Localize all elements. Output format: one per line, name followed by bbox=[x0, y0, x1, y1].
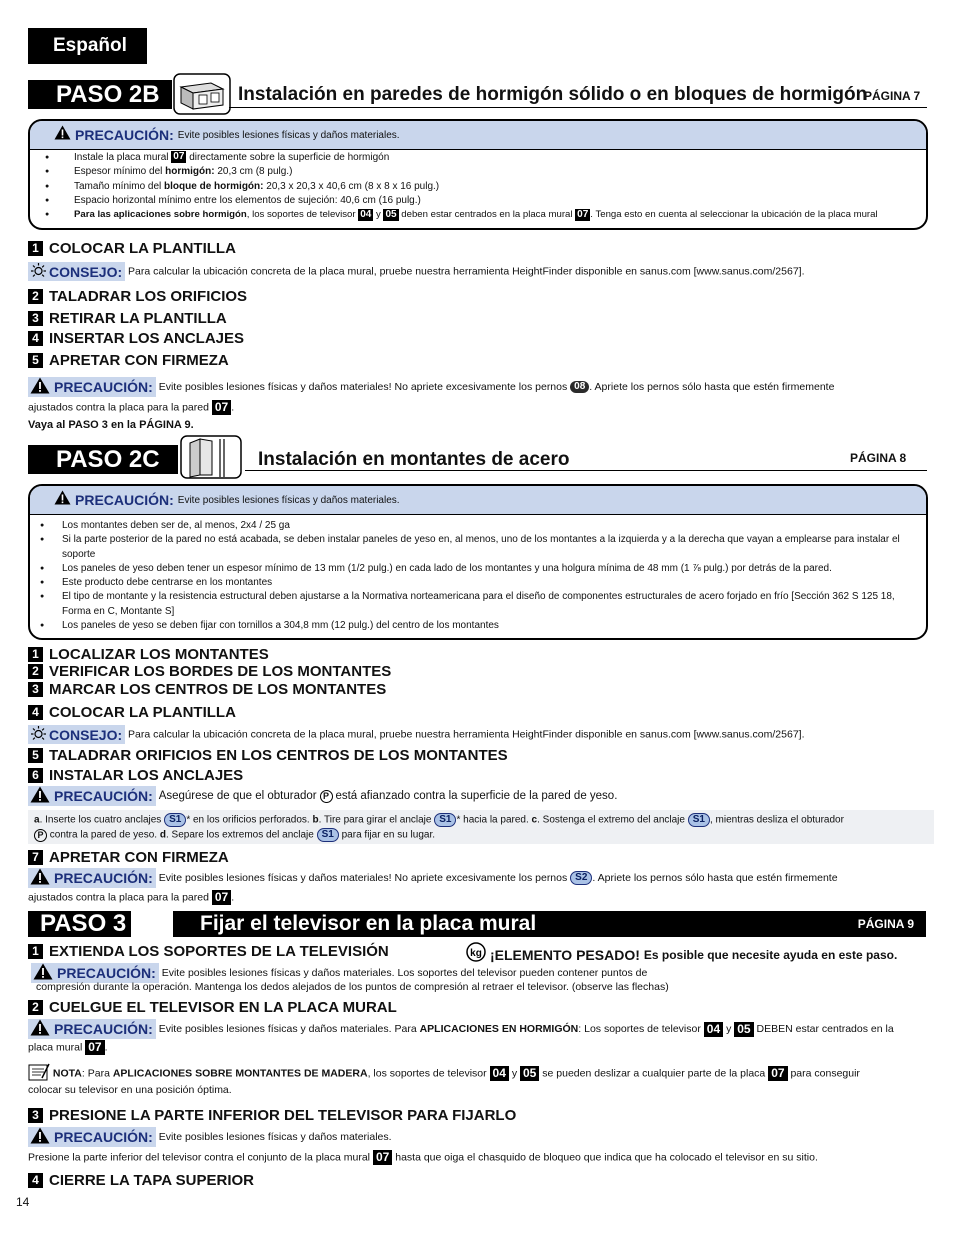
steel-stud-icon bbox=[180, 435, 242, 484]
caution-label: PRECAUCIÓN: bbox=[31, 963, 159, 983]
part-tag-05: 05 bbox=[734, 1022, 753, 1037]
list-item: ● Este producto debe centrarse en los montantes bbox=[30, 576, 916, 590]
caution-text-cont: placa mural 07 . bbox=[28, 1040, 108, 1054]
caution-text-cont: compresión durante la operación. Mantenga los dedos alejados de los puntos de compresión al retraer el televisor. (observe las flechas) bbox=[36, 981, 669, 993]
tip-label: CONSEJO: bbox=[28, 262, 125, 281]
caution-row: PRECAUCIÓN: Evite posibles lesiones físicas y daños materiales! No apriete excesivamente los pernos 08 . Apriete los pernos sólo hasta que estén firmemente bbox=[28, 377, 834, 397]
caution-row: PRECAUCIÓN: Evite posibles lesiones físicas y daños materiales. bbox=[28, 1127, 392, 1147]
step-2b-substep-5: 5 APRETAR CON FIRMEZA bbox=[28, 352, 229, 369]
part-tag-p: P bbox=[320, 790, 333, 803]
note-text-cont: colocar su televisor en una posición óptima. bbox=[28, 1084, 232, 1096]
part-tag-07: 07 bbox=[85, 1040, 104, 1055]
part-tag-s1: S1 bbox=[164, 813, 186, 827]
step-2b-substep-1: 1 COLOCAR LA PLANTILLA bbox=[28, 240, 236, 257]
warning-triangle-icon bbox=[54, 125, 71, 145]
list-item: ● Espacio horizontal mínimo entre los elementos de sujeción: 40,6 cm (16 pulg.) bbox=[30, 194, 926, 208]
step-2c-title: Instalación en montantes de acero bbox=[258, 449, 570, 470]
list-item: ● Instale la placa mural 07 directamente sobre la superficie de hormigón bbox=[30, 151, 926, 165]
part-tag-05: 05 bbox=[385, 208, 397, 220]
step-2c-page-ref: PÁGINA 8 bbox=[850, 451, 907, 465]
part-tag-07: 07 bbox=[212, 890, 231, 905]
anchor-note-line-2: P contra la pared de yeso. d. Separe los extremos del anclaje S1 para fijar en su lugar. bbox=[34, 828, 435, 842]
step-3-substep-3-text: Presione la parte inferior del televisor contra el conjunto de la placa mural 07 hasta que oiga el chasquido de bloqueo que indica que ha colocado el televisor en su sitio. bbox=[28, 1150, 818, 1164]
warning-triangle-icon bbox=[30, 1127, 50, 1147]
anchor-note-box bbox=[28, 810, 934, 844]
warning-triangle-icon bbox=[30, 377, 50, 397]
step-2c-substep-7: 7 APRETAR CON FIRMEZA bbox=[28, 849, 229, 866]
step-3-title-bar bbox=[173, 911, 926, 937]
caution-label: PRECAUCIÓN: bbox=[28, 1019, 156, 1039]
tip-row bbox=[28, 725, 805, 744]
step-2b-substep-2: 2 TALADRAR LOS ORIFICIOS bbox=[28, 288, 247, 305]
step-2c-substep-5: 5 TALADRAR ORIFICIOS EN LOS CENTROS DE LOS MONTANTES bbox=[28, 747, 508, 764]
step-3-substep-2: 2 CUELGUE EL TELEVISOR EN LA PLACA MURAL bbox=[28, 999, 397, 1016]
page-number: 14 bbox=[16, 1195, 30, 1209]
step-3-title: Fijar el televisor en la placa mural bbox=[200, 912, 537, 935]
caution-label: PRECAUCIÓN: bbox=[28, 868, 156, 888]
caution-bullet-list bbox=[30, 519, 926, 633]
list-item: ● Los paneles de yeso deben tener un espesor mínimo de 13 mm (1/2 pulg.) en cada lado de los montantes y una holgura mínima de 48 mm (1 ⅞ pulg.) por detrás de la pared. bbox=[30, 562, 916, 576]
caution-row: PRECAUCIÓN: Evite posibles lesiones físicas y daños materiales! No apriete excesivamente los pernos S2 . Apriete los pernos sólo hasta que estén firmemente bbox=[28, 868, 838, 888]
goto-step-3[interactable]: Vaya al PASO 3 en la PÁGINA 9. bbox=[28, 419, 194, 431]
warning-triangle-icon bbox=[30, 868, 50, 888]
step-2c-substep-3: 3 MARCAR LOS CENTROS DE LOS MONTANTES bbox=[28, 681, 386, 698]
tip-row bbox=[28, 262, 805, 281]
list-item: ● Espesor mínimo del hormigón: 20,3 cm (8 pulg.) bbox=[30, 165, 926, 179]
caution-row: PRECAUCIÓN: Asegúrese de que el obturador P está afianzado contra la superficie de la pared de yeso. bbox=[28, 786, 617, 806]
step-2c-substep-1: 1 LOCALIZAR LOS MONTANTES bbox=[28, 646, 269, 663]
tip-text: Para calcular la ubicación concreta de la placa mural, pruebe nuestra herramienta HeightFinder disponible en sanus.com [www.sanus.com/2567]. bbox=[128, 265, 805, 278]
divider bbox=[229, 107, 927, 108]
part-tag-05: 05 bbox=[520, 1066, 539, 1081]
step-2b-page-ref: PÁGINA 7 bbox=[864, 89, 921, 103]
part-tag-s1: S1 bbox=[434, 813, 456, 827]
warning-triangle-icon bbox=[33, 963, 53, 983]
step-2b-substep-3: 3 RETIRAR LA PLANTILLA bbox=[28, 310, 227, 327]
warning-triangle-icon bbox=[30, 786, 50, 806]
part-tag-p: P bbox=[34, 829, 47, 842]
step-3-page-ref: PÁGINA 9 bbox=[857, 917, 914, 931]
part-tag-04: 04 bbox=[360, 208, 372, 220]
part-tag-s1: S1 bbox=[688, 813, 710, 827]
caution-text-cont: ajustados contra la placa para la pared 07 . bbox=[28, 890, 235, 904]
part-tag-s2: S2 bbox=[570, 871, 592, 885]
caution-label: PRECAUCIÓN: bbox=[75, 492, 174, 508]
list-item: ● El tipo de montante y la resistencia estructural deben ajustarse a la Normativa norteamericana para el diseño de componentes estructurales de acero forjado en frío [Sección 362 S 125 18, Forma en C, Montante S] bbox=[30, 590, 916, 619]
caution-text: Evite posibles lesiones físicas y daños materiales. bbox=[177, 494, 400, 506]
warning-triangle-icon bbox=[54, 490, 71, 510]
divider bbox=[245, 470, 927, 471]
caution-box-2b bbox=[28, 119, 928, 230]
tip-lightbulb-icon bbox=[30, 262, 47, 282]
part-tag-07: 07 bbox=[173, 151, 185, 163]
caution-header bbox=[30, 121, 926, 150]
list-item: ● Para las aplicaciones sobre hormigón, los soportes de televisor 04 y 05 deben estar centrados en la placa mural 07 . Tenga esto en cuenta al seleccionar la ubicación de la placa mural bbox=[30, 208, 926, 222]
step-3-substep-3: 3 PRESIONE LA PARTE INFERIOR DEL TELEVISOR PARA FIJARLO bbox=[28, 1107, 516, 1124]
anchor-note-line-1: a. Inserte los cuatro anclajes S1 * en los orificios perforados. b. Tire para girar el anclaje S1 * hacia la pared. c. Sostenga el extremo del anclaje S1 , mientras desliza el obturador bbox=[34, 814, 844, 826]
note-row: NOTA: Para APLICACIONES SOBRE MONTANTES DE MADERA, los soportes de televisor 04 y 05 se pueden deslizar a cualquier parte de la placa 07 para conseguir bbox=[28, 1062, 860, 1085]
step-3-substep-4: 4 CIERRE LA TAPA SUPERIOR bbox=[28, 1172, 254, 1189]
part-tag-07: 07 bbox=[373, 1150, 392, 1165]
caution-text-cont: ajustados contra la placa para la pared 07 . bbox=[28, 400, 235, 414]
tip-lightbulb-icon bbox=[30, 725, 47, 745]
step-2c-substep-4: 4 COLOCAR LA PLANTILLA bbox=[28, 704, 236, 721]
caution-text: Evite posibles lesiones físicas y daños materiales. bbox=[177, 129, 400, 141]
list-item: ● Si la parte posterior de la pared no está acabada, se deben instalar paneles de yeso en, al menos, uno de los montantes a la izquierda y a la derecha que vayan a emplearse para instalar el soporte bbox=[30, 533, 916, 562]
caution-label: PRECAUCIÓN: bbox=[75, 127, 174, 143]
step-2c-label: PASO 2C bbox=[28, 445, 178, 474]
step-2b-substep-4: 4 INSERTAR LOS ANCLAJES bbox=[28, 330, 244, 347]
svg-text:kg: kg bbox=[470, 948, 482, 959]
caution-label: PRECAUCIÓN: bbox=[28, 377, 156, 397]
step-2b-label: PASO 2B bbox=[28, 80, 172, 109]
tip-text: Para calcular la ubicación concreta de la placa mural, pruebe nuestra herramienta HeightFinder disponible en sanus.com [www.sanus.com/2567]. bbox=[128, 728, 805, 741]
part-tag-08: 08 bbox=[570, 381, 589, 393]
step-3-label: PASO 3 bbox=[28, 911, 131, 937]
step-2c-substep-6: 6 INSTALAR LOS ANCLAJES bbox=[28, 767, 243, 784]
list-item: ● Los montantes deben ser de, al menos, 2x4 / 25 ga bbox=[30, 519, 916, 533]
caution-row: PRECAUCIÓN: Evite posibles lesiones físicas y daños materiales. Para APLICACIONES EN HORMIGÓN: Los soportes de televisor 04 y 05 DEBEN estar centrados en la bbox=[28, 1019, 894, 1039]
caution-bullet-list bbox=[30, 151, 926, 222]
language-tab: Español bbox=[28, 28, 147, 64]
concrete-block-icon bbox=[173, 73, 231, 120]
part-tag-s1: S1 bbox=[317, 828, 339, 842]
caution-box-2c bbox=[28, 484, 928, 640]
step-3-substep-1: 1 EXTIENDA LOS SOPORTES DE LA TELEVISIÓN bbox=[28, 943, 389, 960]
step-2c-substep-2: 2 VERIFICAR LOS BORDES DE LOS MONTANTES bbox=[28, 663, 391, 680]
step-2b-title: Instalación en paredes de hormigón sólido o en bloques de hormigón bbox=[238, 84, 868, 105]
part-tag-07: 07 bbox=[768, 1066, 787, 1081]
caution-row: PRECAUCIÓN: Evite posibles lesiones físicas y daños materiales. Los soportes del televisor pueden contener puntos de bbox=[31, 963, 647, 983]
part-tag-07: 07 bbox=[212, 400, 231, 415]
tip-label: CONSEJO: bbox=[28, 725, 125, 744]
list-item: ● Tamaño mínimo del bloque de hormigón: 20,3 x 20,3 x 40,6 cm (8 x 8 x 16 pulg.) bbox=[30, 180, 926, 194]
caution-label: PRECAUCIÓN: bbox=[28, 786, 156, 806]
part-tag-04: 04 bbox=[490, 1066, 509, 1081]
list-item: ● Los paneles de yeso se deben fijar con tornillos a 304,8 mm (12 pulg.) del centro de los montantes bbox=[30, 619, 916, 633]
part-tag-04: 04 bbox=[704, 1022, 723, 1037]
caution-label: PRECAUCIÓN: bbox=[28, 1127, 156, 1147]
caution-header bbox=[30, 486, 926, 515]
part-tag-07: 07 bbox=[577, 208, 589, 220]
heavy-item-warning: kg ¡ELEMENTO PESADO! Es posible que necesite ayuda en este paso. bbox=[466, 942, 897, 967]
warning-triangle-icon bbox=[30, 1019, 50, 1039]
